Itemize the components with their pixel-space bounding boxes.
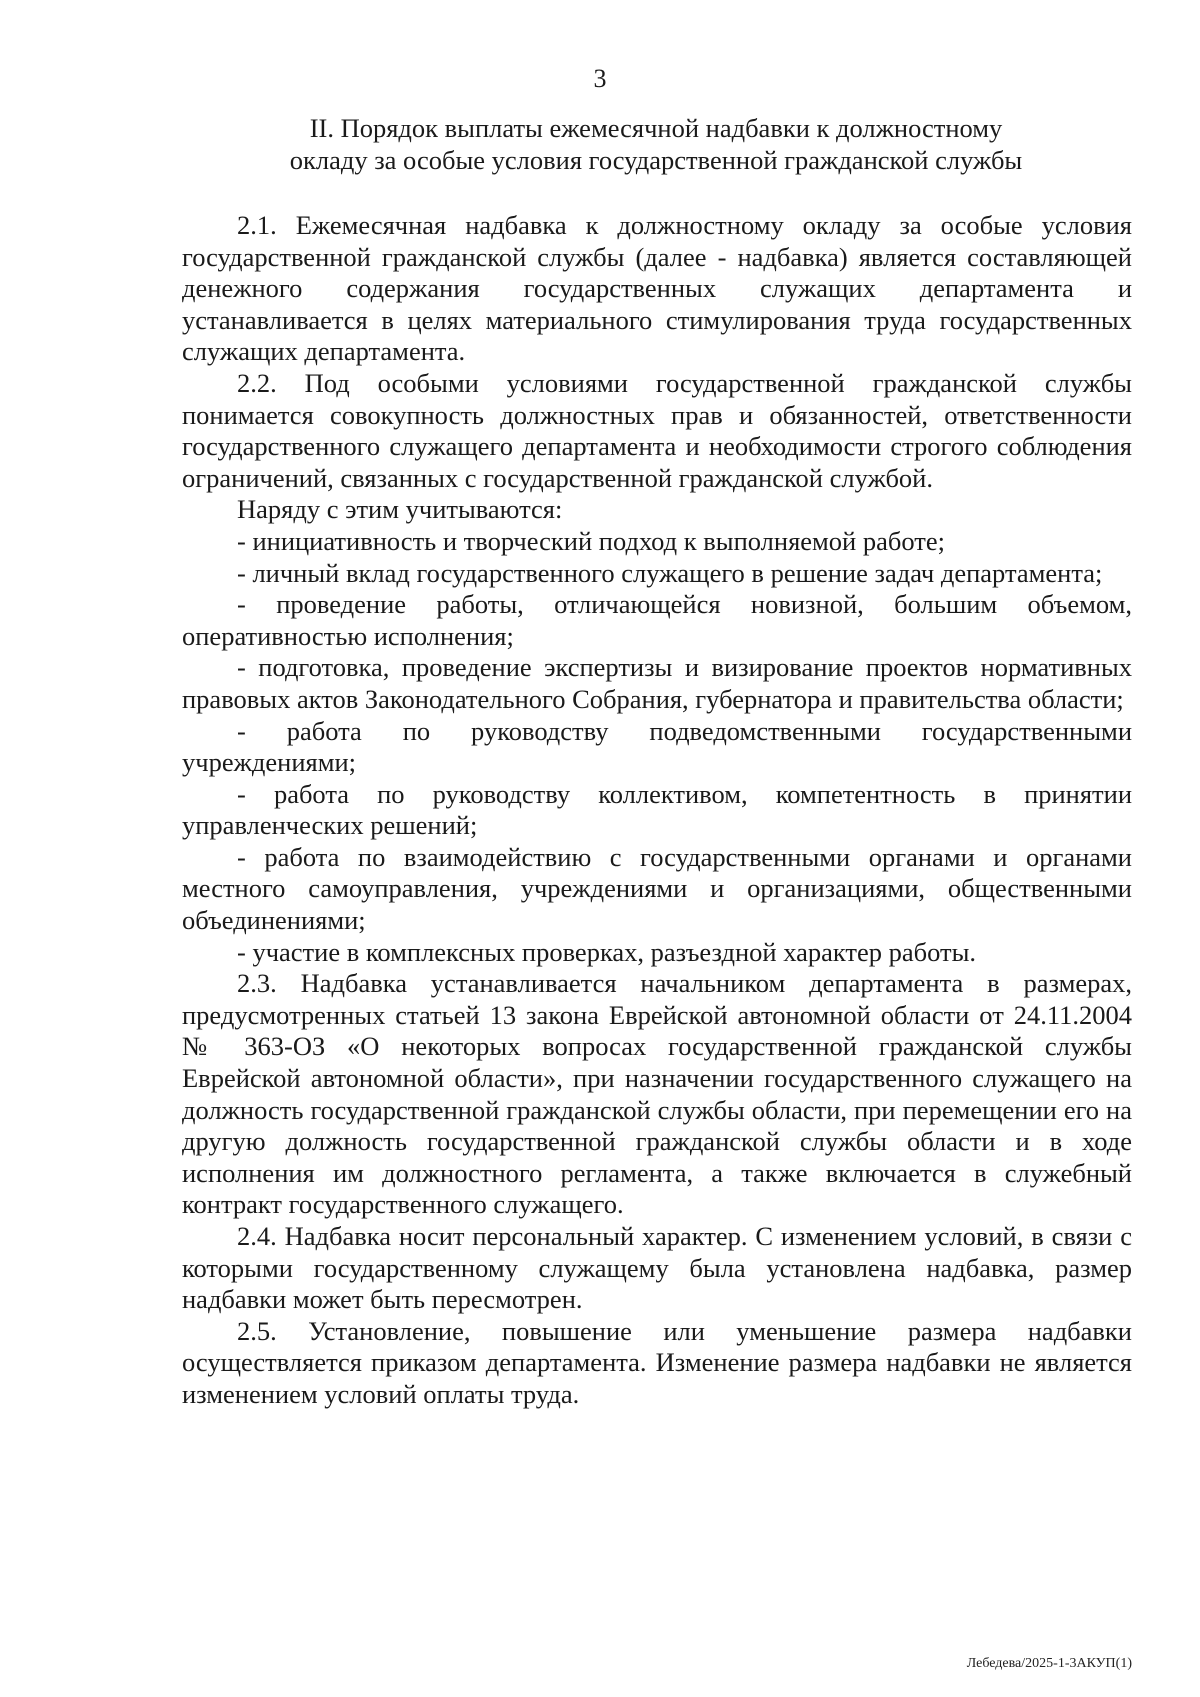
paragraph-2-3: 2.3. Надбавка устанавливается начальником департамента в размерах, предусмотренных статьей 13 закона Еврейской автономной области от 24.11.2004 № 363-ОЗ «О некоторых вопросах государственной гражданской службы Еврейской автономной области», при назначении государственного служащего на должность государственной гражданской службы области, при перемещении его на другую должность государственной гражданской службы области и в ходе исполнения им должностного регламента, а также включается в служебный контракт государственного служащего.: [182, 968, 1132, 1220]
document-footer-code: Лебедева/2025-1-3АКУП(1): [966, 1656, 1132, 1671]
list-item: - инициативность и творческий подход к выполняемой работе;: [237, 525, 945, 556]
list-item: - личный вклад государственного служащего в решение задач департамента;: [237, 557, 1103, 588]
list-item: - работа по взаимодействию с государственными органами и органами местного самоуправления, учреждениями и организациями, общественными объединениями;: [182, 841, 1132, 936]
list-item: - подготовка, проведение экспертизы и визирование проектов нормативных правовых актов Законодательного Собрания, губернатора и правительства области;: [182, 652, 1132, 714]
paragraph-2-4: 2.4. Надбавка носит персональный характер. С изменением условий, в связи с которыми государственному служащему была установлена надбавка, размер надбавки может быть пересмотрен.: [182, 1221, 1132, 1315]
section-title-line-1: II. Порядок выплаты ежемесячной надбавки к должностному: [309, 113, 1003, 143]
section-title: [180, 112, 1132, 176]
paragraph-2-1: 2.1. Ежемесячная надбавка к должностному окладу за особые условия государственной гражданской службы (далее - надбавка) является составляющей денежного содержания государственных служащих департамента и устанавливается в целях материального стимулирования труда государственных служащих департамента.: [182, 210, 1132, 367]
list-item: - работа по руководству коллективом, компетентность в принятии управленческих решений;: [182, 778, 1132, 841]
paragraph-intro-list: Наряду с этим учитываются:: [237, 494, 563, 525]
document-body: [182, 210, 1132, 1411]
list-item: - работа по руководству подведомственными государственными учреждениями;: [182, 715, 1132, 778]
page-number: 3: [593, 64, 607, 93]
list-item: - проведение работы, отличающейся новизной, большим объемом, оперативностью исполнения;: [182, 589, 1132, 651]
paragraph-2-2: 2.2. Под особыми условиями государственной гражданской службы понимается совокупность должностных прав и обязанностей, ответственности государственного служащего департамента и необходимости строгого соблюдения ограничений, связанных с государственной гражданской службой.: [182, 367, 1132, 493]
paragraph-2-5: 2.5. Установление, повышение или уменьшение размера надбавки осуществляется приказом департамента. Изменение размера надбавки не является изменением условий оплаты труда.: [182, 1315, 1132, 1409]
section-title-line-2: окладу за особые условия государственной гражданской службы: [289, 145, 1023, 175]
list-item: - участие в комплексных проверках, разъездной характер работы.: [237, 936, 977, 967]
